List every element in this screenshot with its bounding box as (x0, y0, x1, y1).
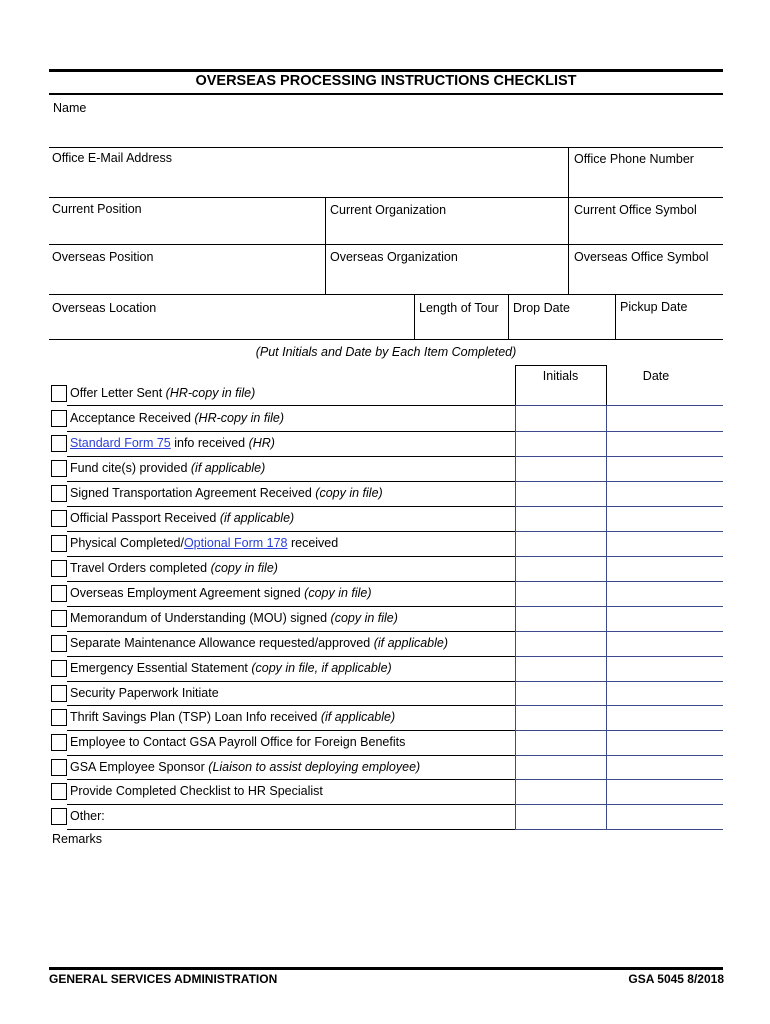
row-divider (67, 556, 515, 557)
checklist-item-label (70, 735, 405, 749)
row-divider (515, 431, 723, 432)
checklist-item-note: (if applicable) (373, 636, 449, 650)
checklist-item-text: Physical Completed/ (70, 536, 184, 550)
checklist-item (51, 733, 405, 751)
checklist-item (51, 584, 372, 602)
checklist-item-note: (HR) (248, 436, 275, 450)
office-email-label: Office E-Mail Address (52, 151, 172, 165)
checklist-checkbox[interactable] (51, 685, 67, 702)
checklist-item-text: Thrift Savings Plan (TSP) Loan Info received (70, 710, 321, 724)
checklist-item (51, 459, 265, 477)
row-divider (515, 506, 723, 507)
row-divider (67, 681, 515, 682)
row-divider (67, 405, 515, 406)
checklist-item (51, 634, 448, 652)
current-organization-label: Current Organization (330, 203, 447, 217)
checklist-item (51, 384, 255, 402)
current-office-symbol-label: Current Office Symbol (574, 203, 697, 217)
row-divider (67, 779, 515, 780)
checklist-item-label (70, 686, 219, 700)
row-divider (67, 755, 515, 756)
row-divider (67, 456, 515, 457)
checklist-item-label (70, 486, 383, 500)
checklist-checkbox[interactable] (51, 709, 67, 726)
row-divider (515, 730, 723, 731)
checklist-item-text: Provide Completed Checklist to HR Specialist (70, 784, 323, 798)
checklist-item-note: (if applicable) (219, 511, 295, 525)
checklist-item-label (70, 511, 294, 525)
checklist-item (51, 484, 383, 502)
form-title: OVERSEAS PROCESSING INSTRUCTIONS CHECKLIST (195, 73, 577, 89)
checklist-item-label (70, 809, 105, 823)
name-label: Name (53, 101, 87, 115)
checklist-item-label (70, 636, 448, 650)
date-column-divider (606, 405, 607, 829)
checklist-item-note: (if applicable) (190, 461, 266, 475)
row-divider (515, 481, 723, 482)
checklist-checkbox[interactable] (51, 560, 67, 577)
initials-column-divider (515, 405, 516, 829)
footer-form-number: GSA 5045 8/2018 (628, 972, 724, 986)
row-divider (515, 755, 723, 756)
overseas-position-label: Overseas Position (52, 250, 154, 264)
checklist-item-text: Security Paperwork Initiate (70, 686, 219, 700)
standard-form-75-link[interactable]: Standard Form 75 (70, 436, 171, 450)
row-divider (515, 656, 723, 657)
checklist-checkbox[interactable] (51, 535, 67, 552)
checklist-item-text: Separate Maintenance Allowance requested/approved (70, 636, 374, 650)
overseas-location-label: Overseas Location (52, 301, 157, 315)
checklist-checkbox[interactable] (51, 783, 67, 800)
divider (49, 294, 723, 295)
row-divider (67, 631, 515, 632)
checklist-item-note: (HR-copy in file) (165, 386, 256, 400)
checklist-checkbox[interactable] (51, 385, 67, 402)
row-divider (67, 829, 515, 830)
checklist-item-note: (if applicable) (320, 710, 396, 724)
checklist-item (51, 434, 275, 452)
row-divider (67, 705, 515, 706)
row-divider (67, 606, 515, 607)
office-phone-label: Office Phone Number (574, 152, 694, 166)
checklist-item-text: Fund cite(s) provided (70, 461, 191, 475)
checklist-item-note: (copy in file) (330, 611, 398, 625)
date-column-header: Date (642, 369, 670, 383)
checklist-item-label (70, 760, 420, 774)
checklist-item-text: GSA Employee Sponsor (70, 760, 209, 774)
checklist-checkbox[interactable] (51, 808, 67, 825)
row-divider (515, 631, 723, 632)
checklist-item-label (70, 436, 275, 450)
title-rule (49, 93, 723, 95)
row-divider (515, 829, 723, 830)
divider (49, 147, 723, 148)
pickup-date-label: Pickup Date (620, 300, 688, 314)
checklist-item (51, 684, 219, 702)
row-divider (515, 581, 723, 582)
checklist-checkbox[interactable] (51, 435, 67, 452)
row-divider (515, 456, 723, 457)
checklist-item-text: received (287, 536, 339, 550)
row-divider (67, 481, 515, 482)
checklist-item (51, 758, 420, 776)
checklist-item-text: Acceptance Received (70, 411, 195, 425)
divider (325, 197, 326, 295)
row-divider (67, 656, 515, 657)
divider (49, 244, 723, 245)
row-divider (67, 531, 515, 532)
footer-agency: GENERAL SERVICES ADMINISTRATION (49, 972, 278, 986)
row-divider (515, 681, 723, 682)
checklist-item-text: Travel Orders completed (70, 561, 211, 575)
checklist-checkbox[interactable] (51, 410, 67, 427)
checklist-item-text: Memorandum of Understanding (MOU) signed (70, 611, 331, 625)
checklist-item-note: (copy in file) (304, 586, 372, 600)
checklist-item-label (70, 661, 392, 675)
overseas-office-symbol-label: Overseas Office Symbol (574, 250, 709, 264)
checklist-item-note: (Liaison to assist deploying employee) (208, 760, 421, 774)
checklist-item-note: (copy in file, if applicable) (251, 661, 392, 675)
divider (508, 294, 509, 340)
checklist-item-label (70, 386, 255, 400)
checklist-item (51, 559, 278, 577)
divider (49, 197, 723, 198)
row-divider (515, 705, 723, 706)
checklist-item (51, 534, 338, 552)
divider (515, 365, 607, 366)
row-divider (515, 531, 723, 532)
divider (615, 294, 616, 340)
checklist-item (51, 708, 395, 726)
checklist-item (51, 807, 105, 825)
divider (414, 294, 415, 340)
row-divider (67, 431, 515, 432)
checklist-item-text: Employee to Contact GSA Payroll Office for Foreign Benefits (70, 735, 406, 749)
row-divider (67, 581, 515, 582)
checklist-item (51, 659, 392, 677)
checklist-item (51, 782, 323, 800)
checklist-item-text: Official Passport Received (70, 511, 220, 525)
checklist-item-text: Overseas Employment Agreement signed (70, 586, 305, 600)
row-divider (67, 730, 515, 731)
row-divider (515, 606, 723, 607)
checklist-checkbox[interactable] (51, 660, 67, 677)
checklist-item-label (70, 536, 338, 550)
checklist-item (51, 409, 284, 427)
checklist-checkbox[interactable] (51, 485, 67, 502)
checklist-item-note: (HR-copy in file) (194, 411, 284, 425)
row-divider (515, 804, 723, 805)
instruction-text: (Put Initials and Date by Each Item Completed) (255, 345, 517, 359)
checklist-item-text: Offer Letter Sent (70, 386, 166, 400)
top-rule (49, 69, 723, 72)
checklist-item-label (70, 586, 372, 600)
checklist-item-label (70, 461, 265, 475)
checklist-item-label (70, 710, 395, 724)
remarks-label: Remarks (52, 832, 103, 846)
checklist-checkbox[interactable] (51, 610, 67, 627)
checklist-item-text: Emergency Essential Statement (70, 661, 252, 675)
checklist-checkbox[interactable] (51, 759, 67, 776)
footer-rule (49, 967, 723, 970)
current-position-label: Current Position (52, 202, 142, 216)
row-divider (515, 779, 723, 780)
divider (568, 147, 569, 245)
row-divider (67, 804, 515, 805)
divider (568, 244, 569, 295)
checklist-checkbox[interactable] (51, 460, 67, 477)
checklist-checkbox[interactable] (51, 510, 67, 527)
checklist-checkbox[interactable] (51, 635, 67, 652)
checklist-checkbox[interactable] (51, 734, 67, 751)
checklist-item-text: info received (170, 436, 249, 450)
row-divider (515, 405, 723, 406)
initials-column-header: Initials (542, 369, 579, 383)
row-divider (515, 556, 723, 557)
checklist-checkbox[interactable] (51, 585, 67, 602)
checklist-item (51, 509, 294, 527)
divider (49, 339, 723, 340)
checklist-item-label (70, 784, 323, 798)
checklist-item-text: Other: (70, 809, 105, 823)
row-divider (67, 506, 515, 507)
checklist-item-label (70, 411, 284, 425)
checklist-item-note: (copy in file) (210, 561, 278, 575)
checklist-item (51, 609, 398, 627)
checklist-item-note: (copy in file) (315, 486, 383, 500)
checklist-item-text: Signed Transportation Agreement Received (70, 486, 316, 500)
length-of-tour-label: Length of Tour (419, 301, 499, 315)
checklist-item-label (70, 561, 278, 575)
overseas-organization-label: Overseas Organization (330, 250, 458, 264)
optional-form-178-link[interactable]: Optional Form 178 (183, 536, 288, 550)
drop-date-label: Drop Date (513, 301, 570, 315)
checklist-item-label (70, 611, 398, 625)
